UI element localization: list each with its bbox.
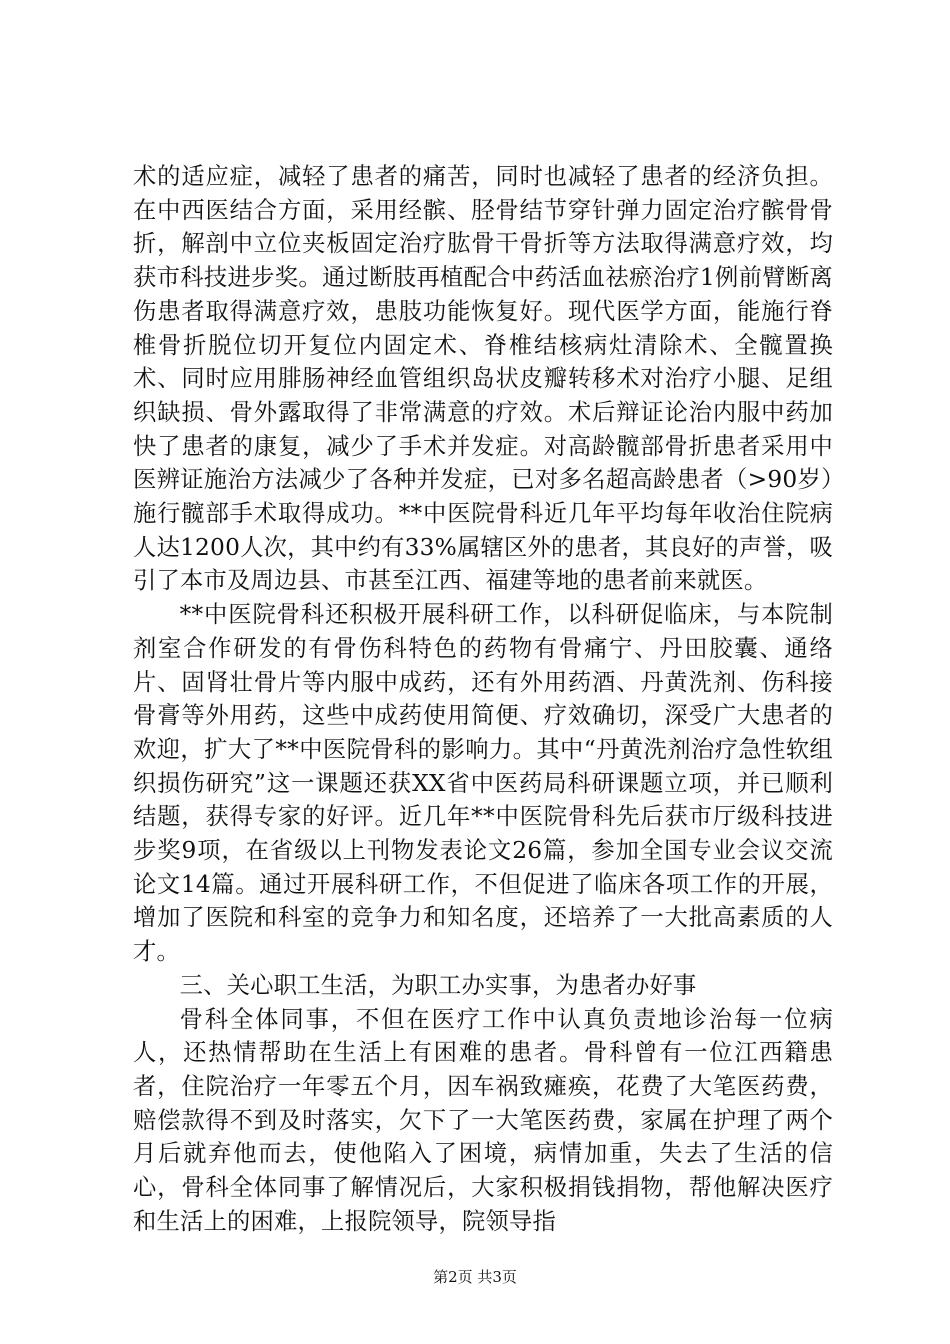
paragraph-care: 骨科全体同事，不但在医疗工作中认真负责地诊治每一位病人，还热情帮助在生活上有困难的患者。骨科曾有一位江西籍患者，住院治疗一年零五个月，因车祸致瘫痪，花费了大笔医药费，赔偿款得不到及时落实，欠下了一大笔医药费，家属在护理了两个月后就弃他而去，使他陷入了困境，病情加重，失去了生活的信心，骨科全体同事了解情况后，大家积极捐钱捐物，帮他解决医疗和生活上的困难，上报院领导，院领导指 <box>133 1005 833 1235</box>
paragraph-research: **中医院骨科还积极开展科研工作，以科研促临床，与本院制剂室合作研发的有骨伤科特色的药物有骨痛宁、丹田胶囊、通络片、固肾壮骨片等内服中成药，还有外用药酒、丹黄洗剂、伤科接骨膏等外用药，这些中成药使用简便、疗效确切，深受广大患者的欢迎，扩大了**中医院骨科的影响力。其中“丹黄洗剂治疗急性软组织损伤研究”这一课题还获XX省中医药局科研课题立项，并已顺利结题，获得专家的好评。近几年**中医院骨科先后获市厅级科技进步奖9项，在省级以上刊物发表论文26篇，参加全国专业会议交流论文14篇。通过开展科研工作，不但促进了临床各项工作的开展，增加了医院和科室的竞争力和知名度，还培养了一大批高素质的人才。 <box>133 601 833 966</box>
paragraph-continuation: 术的适应症，减轻了患者的痛苦，同时也减轻了患者的经济负担。在中西医结合方面，采用经髌、胫骨结节穿针弹力固定治疗髌骨骨折，解剖中立位夹板固定治疗肱骨干骨折等方法取得满意疗效，均获市科技进步奖。通过断肢再植配合中药活血祛瘀治疗1例前臂断离伤患者取得满意疗效，患肢功能恢复好。现代医学方面，能施行脊椎骨折脱位切开复位内固定术、脊椎结核病灶清除术、全髋置换术、同时应用腓肠神经血管组织岛状皮瓣转移术对治疗小腿、足组织缺损、骨外露取得了非常满意的疗效。术后辩证论治内服中药加快了患者的康复，减少了手术并发症。对高龄髋部骨折患者采用中医辨证施治方法减少了各种并发症，已对多名超高龄患者（>90岁）施行髋部手术取得成功。**中医院骨科近几年平均每年收治住院病人达1200人次，其中约有33%属辖区外的患者，其良好的声誉，吸引了本市及周边县、市甚至江西、福建等地的患者前来就医。 <box>133 163 833 595</box>
section-heading: 三、关心职工生活，为职工办实事，为患者办好事 <box>179 971 697 999</box>
page-number-footer: 第2页 共3页 <box>433 1268 517 1286</box>
document-body <box>133 160 833 1239</box>
